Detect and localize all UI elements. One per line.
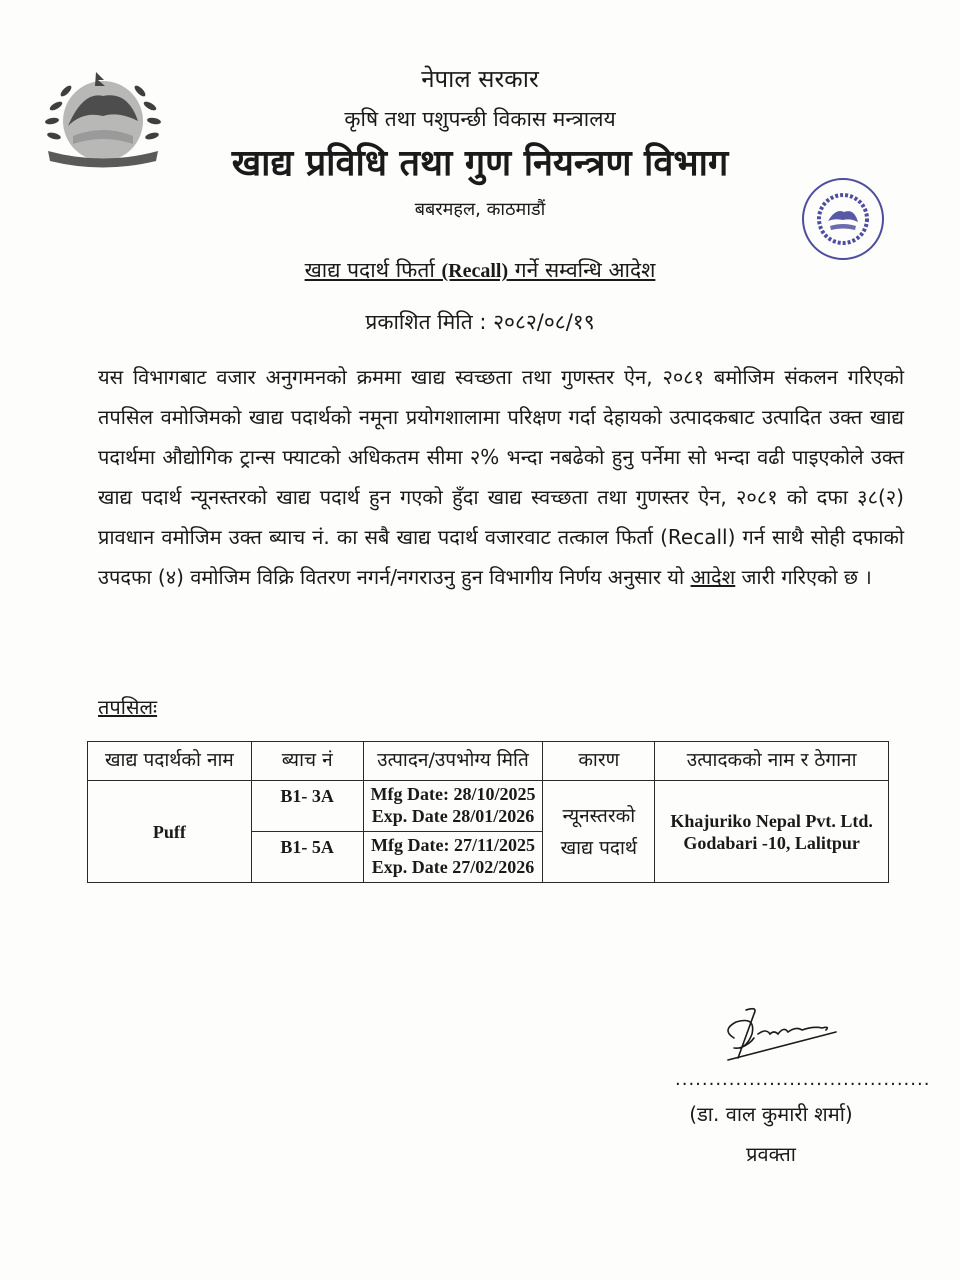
body-emphasis-order: आदेश <box>690 565 736 589</box>
published-date-value: २०८२/०८/१९ <box>493 310 595 334</box>
signer-name: (डा. वाल कुमारी शर्मा) <box>689 1102 853 1126</box>
dates-cell: Mfg Date: 27/11/2025 Exp. Date 27/02/2026 <box>363 832 543 883</box>
signer-title: प्रवक्ता <box>746 1142 796 1166</box>
published-date <box>0 306 960 338</box>
signature-line: ...................................... <box>675 1069 931 1090</box>
table-header-row <box>88 742 889 781</box>
government-name: नेपाल सरकार <box>421 65 539 93</box>
header-manufacturer: उत्पादकको नाम र ठेगाना <box>655 742 889 781</box>
manufacturer-name: Khajuriko Nepal Pvt. Ltd. <box>670 810 873 831</box>
dates-cell: Mfg Date: 28/10/2025 Exp. Date 28/01/2026 <box>363 781 543 832</box>
recall-table <box>87 741 889 883</box>
batch-cell: B1- 5A <box>251 832 363 883</box>
ministry-name: कृषि तथा पशुपन्छी विकास मन्त्रालय <box>344 107 616 131</box>
department-address: बबरमहल, काठमाडौं <box>414 199 546 220</box>
body-end-text: जारी गरिएको छ । <box>735 565 872 589</box>
reason-cell: न्यूनस्तरको खाद्य पदार्थ <box>543 781 655 883</box>
details-heading: तपसिलः <box>98 695 158 719</box>
header-product-name: खाद्य पदार्थको नाम <box>88 742 252 781</box>
header-mfg-exp-date: उत्पादन/उपभोग्य मिति <box>363 742 543 781</box>
header-reason: कारण <box>543 742 655 781</box>
notice-body <box>98 357 904 597</box>
notice-subject <box>0 254 960 286</box>
signature-icon <box>706 1004 846 1064</box>
manufacturer-address: Godabari -10, Lalitpur <box>683 832 860 853</box>
subject-prefix: खाद्य पदार्थ फिर्ता <box>304 258 442 282</box>
published-date-label: प्रकाशित मिति : <box>365 310 487 334</box>
official-stamp-icon <box>768 176 918 262</box>
body-main-text: यस विभागबाट वजार अनुगमनको क्रममा खाद्य स्वच्छता तथा गुणस्तर ऐन, २०८१ बमोजिम संकलन गरिएको तपसिल वमोजिमको खाद्य पदार्थको नमूना प्रयोगशालामा परिक्षण गर्दा देहायको उत्पादकबाट उत्पादित उक्त खाद्य पदार्थमा औद्योगिक ट्रान्स फ्याटको अधिकतम सीमा २% भन्दा नबढेको हुनु पर्नेमा सो भन्दा वढी पाइएकोले उक्त खाद्य पदार्थ न्यूनस्तरको खाद्य पदार्थ हुन गएको हुँदा खाद्य स्वच्छता तथा गुणस्तर ऐन, २०८१ को दफा ३८(२) प्रावधान वमोजिम उक्त ब्याच नं. का सबै खाद्य पदार्थ वजारवाट तत्काल फिर्ता (Recall) गर्न साथै सोही दफाको उपदफा (४) वमोजिम विक्रि वितरण नगर्न/नगराउनु हुन विभागीय निर्णय अनुसार यो <box>98 365 904 589</box>
subject-suffix: गर्ने सम्वन्धि आदेश <box>508 258 656 282</box>
subject-recall-term: (Recall) <box>441 260 509 282</box>
department-name: खाद्य प्रविधि तथा गुण नियन्त्रण विभाग <box>231 143 729 184</box>
batch-cell: B1- 3A <box>251 781 363 832</box>
header-batch-no: ब्याच नं <box>251 742 363 781</box>
product-name-cell: Puff <box>88 781 252 883</box>
table-row <box>88 781 889 832</box>
manufacturer-cell <box>655 781 889 883</box>
